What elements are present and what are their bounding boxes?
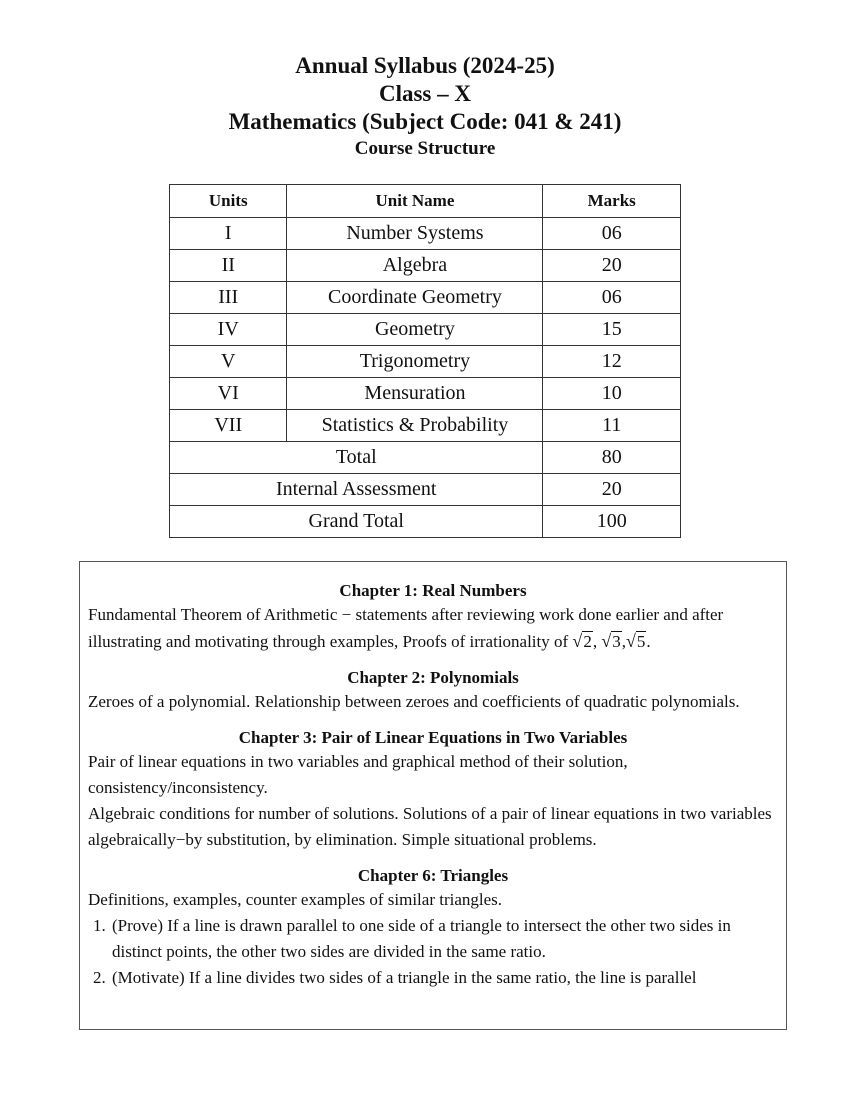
unit-marks: 12 bbox=[543, 346, 681, 378]
subject-title: Mathematics (Subject Code: 041 & 241) bbox=[228, 109, 622, 134]
grand-total-label: Grand Total bbox=[170, 506, 543, 538]
unit-number: I bbox=[170, 218, 287, 250]
table-row bbox=[170, 378, 681, 410]
unit-number: IV bbox=[170, 314, 287, 346]
table-row bbox=[170, 314, 681, 346]
chapter-3-title: Chapter 3: Pair of Linear Equations in Two Variables bbox=[238, 728, 628, 747]
document-header bbox=[0, 52, 850, 162]
chapter-1-title: Chapter 1: Real Numbers bbox=[339, 581, 527, 600]
chapter-1-body: Fundamental Theorem of Arithmetic − statements after reviewing work done earlier and after illustrating and motivating through examples, Proofs of irrationality of bbox=[88, 605, 724, 651]
unit-name: Number Systems bbox=[287, 218, 543, 250]
list-item: 1. (Prove) If a line is drawn parallel to one side of a triangle to intersect the other two sides in distinct points, the other two sides are divided in the same ratio. bbox=[110, 913, 778, 965]
class-title: Class – X bbox=[378, 81, 471, 106]
unit-number: VII bbox=[170, 410, 287, 442]
chapter-6-text: Definitions, examples, counter examples of similar triangles. bbox=[88, 890, 503, 909]
unit-marks: 15 bbox=[543, 314, 681, 346]
unit-marks: 06 bbox=[543, 282, 681, 314]
course-structure-table bbox=[169, 184, 681, 538]
table-header-row bbox=[170, 185, 681, 218]
header-unit-name: Unit Name bbox=[287, 185, 543, 218]
unit-marks: 10 bbox=[543, 378, 681, 410]
table-row bbox=[170, 410, 681, 442]
chapter-2-title: Chapter 2: Polynomials bbox=[347, 668, 519, 687]
unit-name: Coordinate Geometry bbox=[287, 282, 543, 314]
unit-name: Algebra bbox=[287, 250, 543, 282]
unit-number: III bbox=[170, 282, 287, 314]
chapter-2-text: Zeroes of a polynomial. Relationship between zeroes and coefficients of quadratic polynomials. bbox=[88, 692, 740, 711]
unit-number: V bbox=[170, 346, 287, 378]
chapter-details-box bbox=[79, 561, 787, 1030]
grand-total-row bbox=[170, 506, 681, 538]
internal-assessment-row bbox=[170, 474, 681, 506]
unit-number: II bbox=[170, 250, 287, 282]
chapter-6-list bbox=[88, 913, 778, 991]
chapter-6-title: Chapter 6: Triangles bbox=[357, 866, 509, 885]
internal-assessment-label: Internal Assessment bbox=[170, 474, 543, 506]
sqrt-2: √2 bbox=[572, 631, 592, 651]
unit-name: Trigonometry bbox=[287, 346, 543, 378]
table-row bbox=[170, 282, 681, 314]
course-structure-heading: Course Structure bbox=[354, 138, 496, 159]
unit-marks: 06 bbox=[543, 218, 681, 250]
unit-marks: 20 bbox=[543, 250, 681, 282]
list-item: 2. (Motivate) If a line divides two sides of a triangle in the same ratio, the line is parallel bbox=[110, 965, 778, 991]
header-units: Units bbox=[170, 185, 287, 218]
sqrt-5: √5 bbox=[625, 631, 646, 651]
table-row bbox=[170, 346, 681, 378]
chapter-3-text-2: Algebraic conditions for number of solutions. Solutions of a pair of linear equations in two variables algebraically−by substitution, by elimination. Simple situational problems. bbox=[88, 804, 772, 849]
unit-name: Geometry bbox=[287, 314, 543, 346]
syllabus-title: Annual Syllabus (2024-25) bbox=[295, 53, 555, 78]
unit-number: VI bbox=[170, 378, 287, 410]
unit-name: Mensuration bbox=[287, 378, 543, 410]
unit-name: Statistics & Probability bbox=[287, 410, 543, 442]
table-row bbox=[170, 250, 681, 282]
sqrt-3: √3 bbox=[601, 631, 621, 651]
header-marks: Marks bbox=[543, 185, 681, 218]
table-row bbox=[170, 218, 681, 250]
total-label: Total bbox=[170, 442, 543, 474]
total-marks: 80 bbox=[543, 442, 681, 474]
grand-total-marks: 100 bbox=[543, 506, 681, 538]
unit-marks: 11 bbox=[543, 410, 681, 442]
internal-assessment-marks: 20 bbox=[543, 474, 681, 506]
chapter-3-text-1: Pair of linear equations in two variables and graphical method of their solution, consistency/inconsistency. bbox=[88, 752, 628, 797]
chapter-1-text: Fundamental Theorem of Arithmetic − statements after reviewing work done earlier and after illustrating and motivating through examples, Proofs of irrationality of √2, √3,√5. bbox=[88, 605, 724, 651]
total-row bbox=[170, 442, 681, 474]
